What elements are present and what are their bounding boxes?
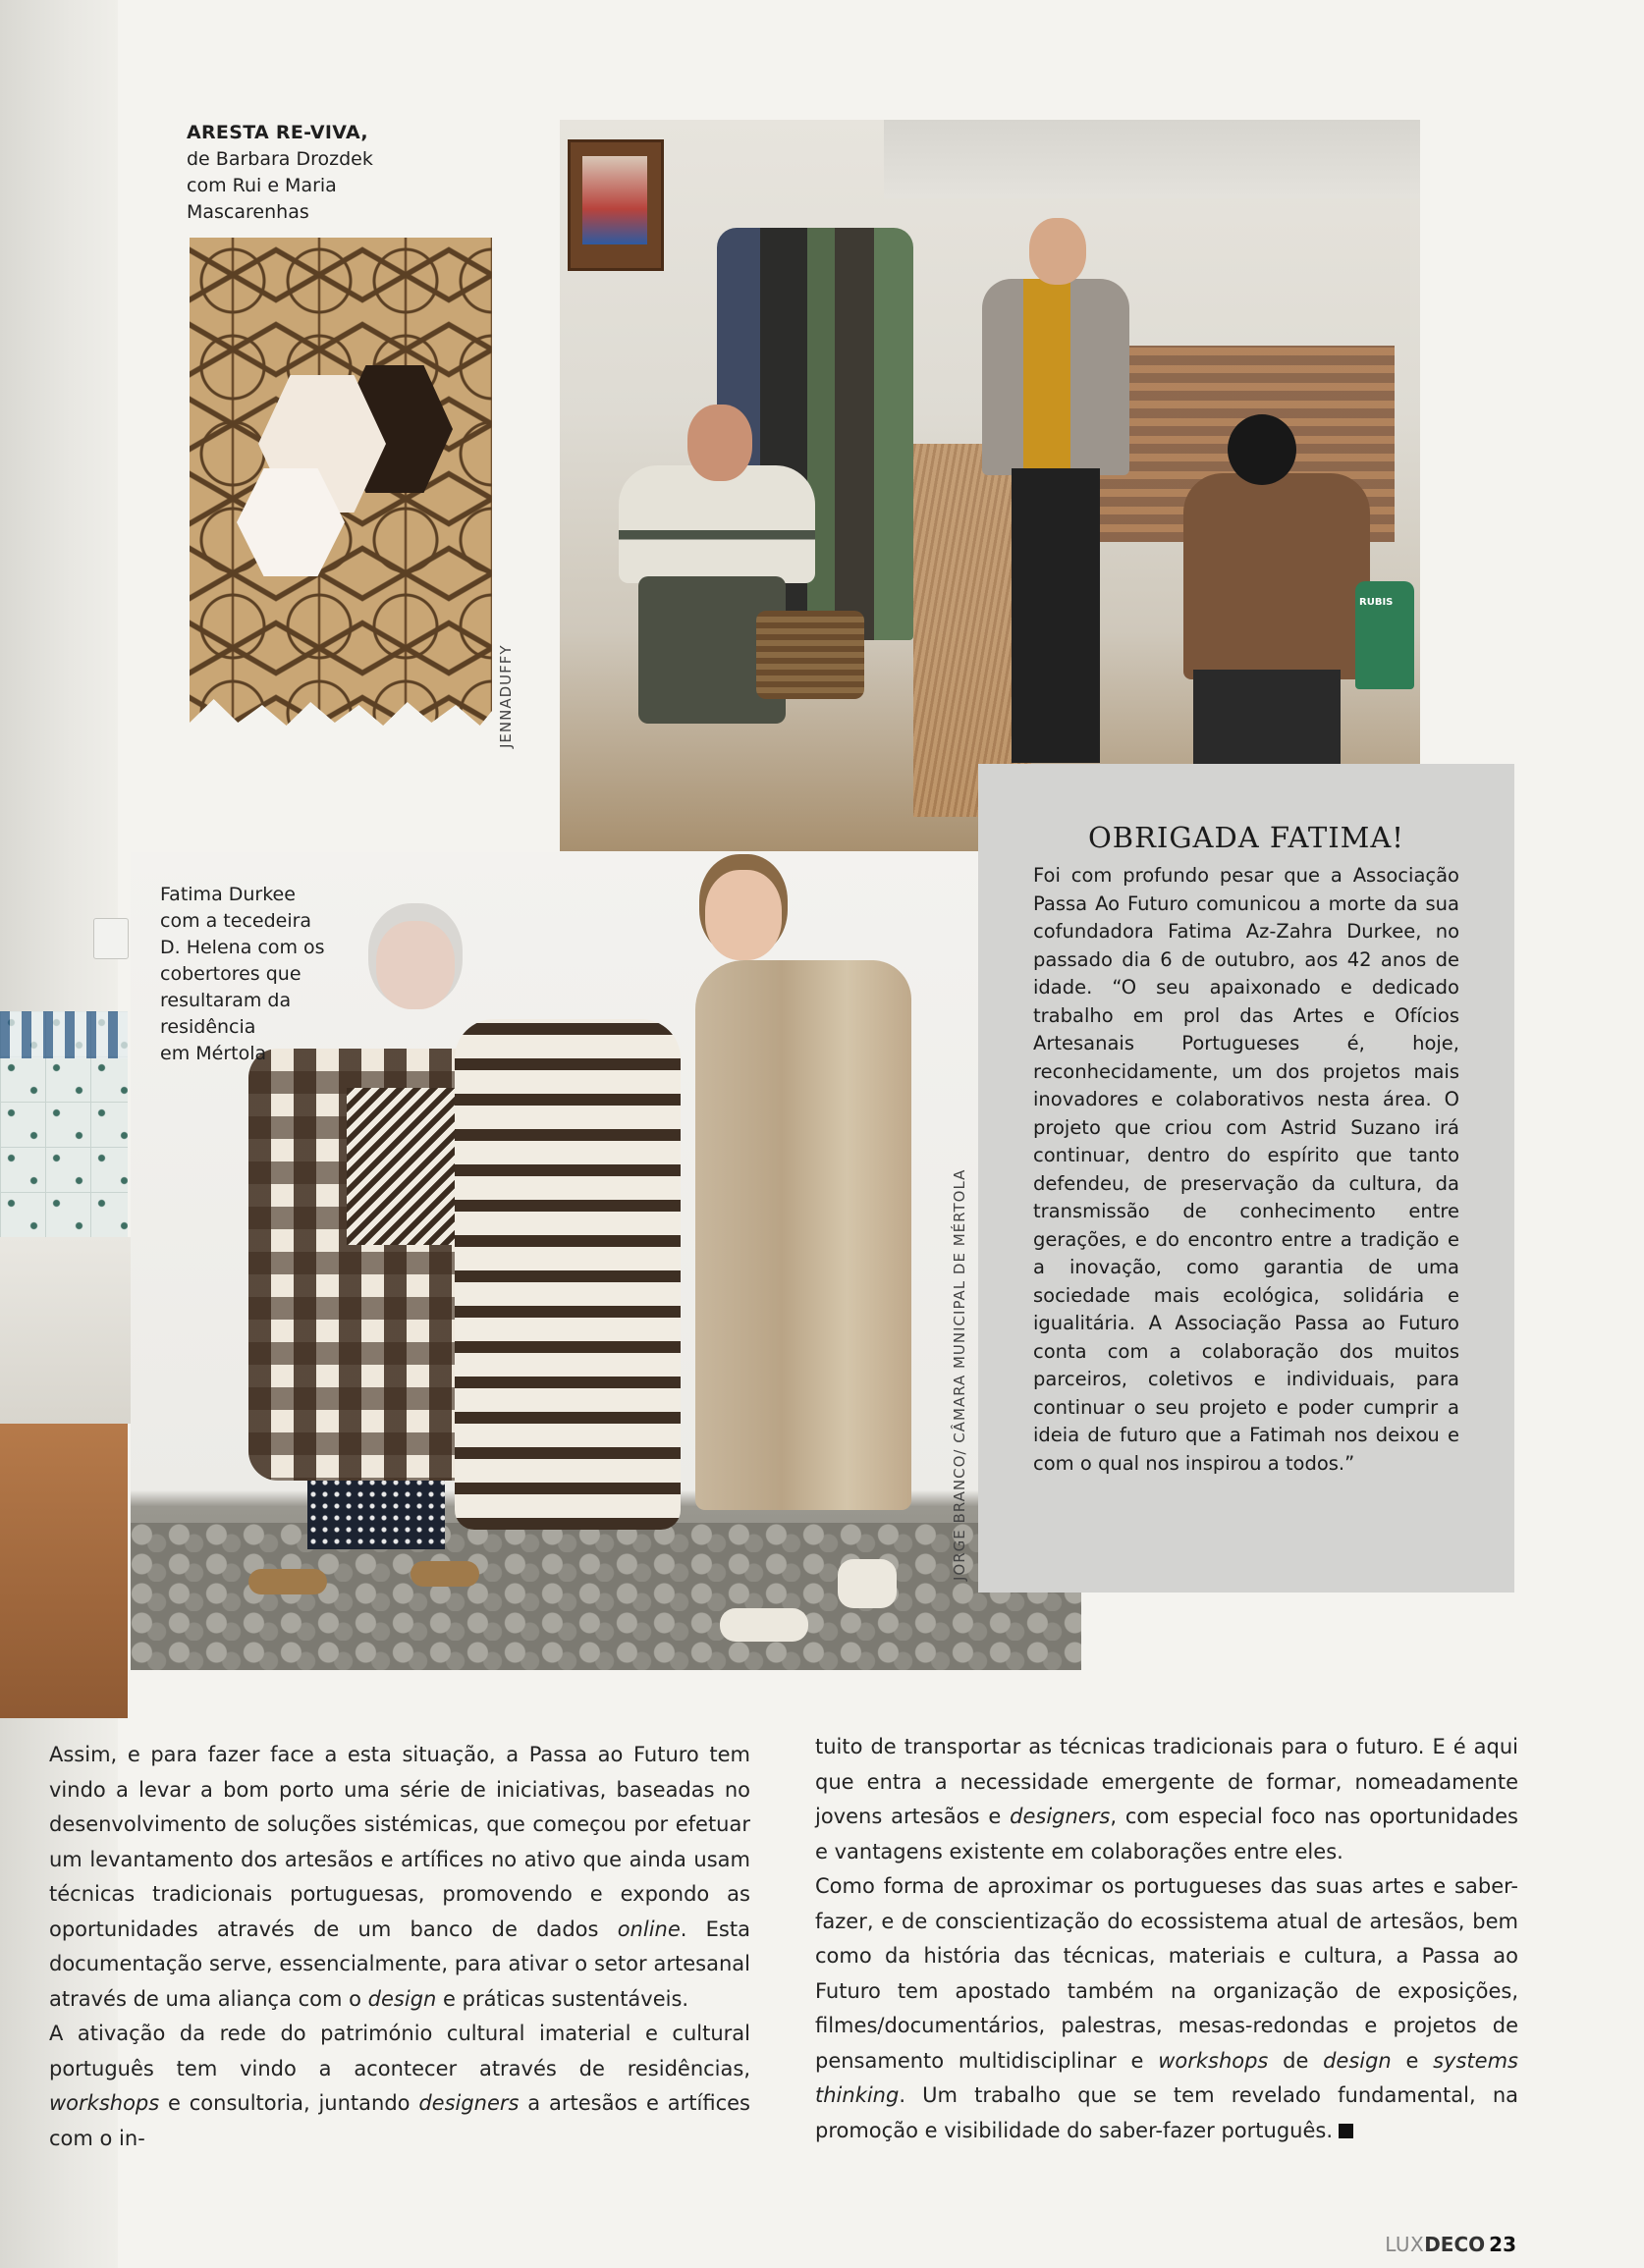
wooden-floor [0,1424,128,1718]
gas-bottle-label: RUBIS [1359,597,1394,608]
sandal [248,1569,327,1594]
white-shoe [838,1559,897,1608]
text-run: . Um trabalho que se tem revelado fundamental, na promoção e visibilidade do saber-fazer português. [815,2083,1518,2142]
body-paragraph [49,2017,750,2156]
body-paragraph [815,1730,1518,1869]
tile-photo [190,238,492,748]
caption-line: Mascarenhas [187,201,309,223]
caption-line: cobertores que [160,963,301,985]
text-run: . Esta documentação serve, essencialmente, para ativar o setor artesanal através de uma aliança com o [49,1917,750,2011]
body-column-1 [49,1738,750,2156]
italic-run: designers [1010,1805,1111,1828]
italic-run: design [1323,2048,1392,2073]
body-paragraph [49,1738,750,2017]
caption-fatima-durkee [160,882,325,1067]
designer-jacket [982,279,1129,475]
text-run: Como forma de aproximar os portugueses das suas artes e saber-fazer, e de conscientização do ecossistema atual de artesãos, bem como da história das técnicas, materiais e cultura, a Passa ao Futuro tem apostado também na organização de exposições, filmes/documentários, palestras, mesas-redondas e projetos de pensamento multidisciplinar e [815,1874,1518,2073]
text-run: e [1391,2048,1434,2073]
photo-credit-jorge-branco: JORGE BRANCO/ CÂMARA MUNICIPAL DE MÉRTOLA [951,1168,968,1581]
end-of-article-mark [1339,2124,1353,2138]
standing-designer [972,218,1139,768]
magazine-name-deco: DECO [1424,2233,1486,2256]
caption-line: resultaram da [160,990,292,1011]
natural-wool-blanket [695,960,911,1510]
seated-designer-coat [1183,473,1370,679]
body-column-2 [815,1730,1518,2148]
caption-line: de Barbara Drozdek [187,148,373,170]
seated-designer [1174,414,1380,768]
ceiling [884,120,1420,198]
white-shoe [720,1608,808,1642]
older-woman-head [376,921,455,1009]
basket-workshop-photo [560,120,1420,851]
caption-line: com a tecedeira [160,910,312,932]
italic-run: workshops [49,2091,160,2115]
caption-line: residência [160,1016,256,1038]
tribute-sidebar [978,764,1514,1593]
azulejo-border [0,1011,128,1058]
caption-line: D. Helena com os [160,937,325,958]
striped-blanket [455,1019,681,1530]
italic-run: design [367,1986,437,2011]
gas-bottle [1355,581,1414,689]
sidebar-title: OBRIGADA FATIMA! [1088,821,1404,854]
page-folio [1385,2233,1516,2256]
italic-run: designers [418,2091,520,2115]
table-edge [0,1237,137,1424]
text-run: e consultoria, juntando [159,2091,419,2115]
weaver-head [687,405,752,481]
cobblestone-ground [131,1523,1081,1670]
caption-line: com Rui e Maria [187,175,337,196]
caption-line: em Mértola [160,1043,267,1064]
sandal [411,1561,479,1587]
caption-line: Fatima Durkee [160,884,296,905]
caption-aresta-reviva [187,120,373,226]
text-run: tuito de transportar as técnicas tradicionais para o futuro. E é aqui que entra a necessidade emergente de formar, nomeadamente jovens artesãos e [815,1735,1518,1828]
page-number: 23 [1489,2233,1516,2256]
italic-run: systems thinking [815,2048,1518,2107]
framed-picture [568,139,664,271]
photo-credit-jennaduffy: JENNADUFFY [497,644,515,748]
designer-legs [1012,468,1100,763]
magazine-name-lux: LUX [1385,2233,1425,2256]
sidebar-body: Foi com profundo pesar que a Associação Passa Ao Futuro comunicou a morte da sua cofundadora Fatima Az-Zahra Durkee, no passado dia 6 de outubro, aos 42 anos de idade. “O seu apaixonado e dedicado trabalho em prol das Artes e Ofícios Artesanais Portugueses é, hoje, reconhecidamente, um dos projetos mais inovadores e colaborativos nesta área. O projeto que criou com Astrid Suzano irá continuar, dentro do espírito que tanto defendeu, de preservação da cultura, da transmissão de conhecimento entre gerações, e do encontro entre a tradição e a inovação, como garantia de uma sociedade mais ecológica, solidária e igualitária. A Associação Passa ao Futuro conta com a colaboração dos muitos parceiros, coletivos e individuais, para continuar o seu projeto e poder cumprir a ideia de futuro que a Fatimah nos deixou e com o qual nos inspirou a todos.” [1033,864,1459,1475]
weaver-body [619,465,815,583]
framed-picture-image [582,156,647,244]
text-run: e práticas sustentáveis. [436,1986,689,2011]
italic-run: online [617,1917,681,1941]
text-run: a artesãos e artífices com o in- [49,2091,750,2150]
italic-run: workshops [1158,2048,1269,2073]
text-run: , com especial foco nas oportunidades e vantagens existente em colaborações entre eles. [815,1805,1518,1863]
young-woman-head [705,870,782,960]
wicker-basket [756,611,864,699]
designer-head [1029,218,1086,285]
wall-socket [93,918,129,959]
tile-edge [190,699,492,748]
text-run: de [1268,2048,1324,2073]
text-run: Assim, e para fazer face a esta situação, a Passa ao Futuro tem vindo a levar a bom porto uma série de iniciativas, baseadas no desenvolvimento de soluções sistémicas, que começou por efetuar um levantamento dos artesãos e artífices no ativo que ainda usam técnicas tradicionais portuguesas, promovendo e expondo as oportunidades através de um banco de dados [49,1743,750,1941]
body-paragraph [815,1869,1518,2148]
caption-title: ARESTA RE-VIVA, [187,122,368,143]
text-run: A ativação da rede do património cultural imaterial e cultural português tem vindo a acontecer através de residências, [49,2022,750,2080]
seated-designer-legs [1193,670,1341,768]
seated-designer-head [1228,414,1296,485]
